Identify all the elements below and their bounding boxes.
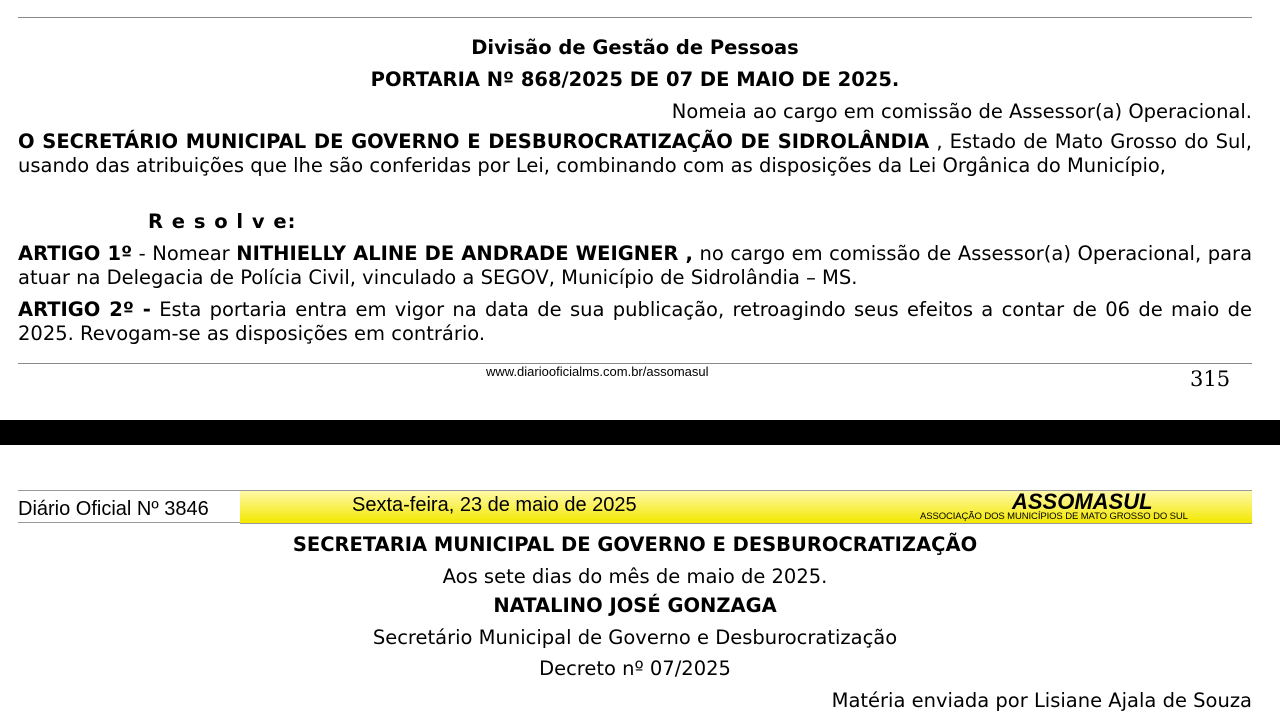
article-2-text: Esta portaria entra em vigor na data de sua publicação, retroagindo seus efeitos a contar de 06 de maio de 2025. Revogam-se as disposições em contrário. [18, 298, 1253, 345]
preamble-text: , Estado de Mato Grosso do Sul, usando das atribuições que lhe são conferidas por Lei, combinando com as disposições da Lei Orgânica do Município, [18, 130, 1253, 177]
sent-by-line: Matéria enviada por Lisiane Ajala de Souza [831, 689, 1252, 712]
article-2-label: ARTIGO 2º - [18, 298, 151, 321]
division-heading: Divisão de Gestão de Pessoas [471, 36, 799, 59]
page-separator [0, 420, 1280, 445]
edition-number: Diário Oficial Nº 3846 [18, 498, 209, 520]
appointee-name: NITHIELLY ALINE DE ANDRADE WEIGNER , [236, 242, 693, 265]
footer-url[interactable]: www.diariooficialms.com.br/assomasul [486, 364, 709, 379]
article-1-prefix: - Nomear [138, 242, 230, 265]
signer-role: Secretário Municipal de Governo e Desburocratização [372, 626, 898, 649]
signature-date: Aos sete dias do mês de maio de 2025. [442, 565, 828, 588]
article-2 [18, 298, 1252, 346]
page-number: 315 [1190, 367, 1231, 391]
article-1-label: ARTIGO 1º [18, 242, 133, 265]
article-1-text: no cargo em comissão de Assessor(a) Operacional, para atuar na Delegacia de Polícia Civil, vinculado a SEGOV, Município de Sidrolândia – MS. [18, 242, 1253, 289]
portaria-ementa: Nomeia ao cargo em comissão de Assessor(a) Operacional. [671, 100, 1252, 123]
assomasul-subtitle: ASSOCIAÇÃO DOS MUNICÍPIOS DE MATO GROSSO DO SUL [920, 511, 1188, 522]
signer-name: NATALINO JOSÉ GONZAGA [493, 594, 777, 617]
secretaria-heading: SECRETARIA MUNICIPAL DE GOVERNO E DESBUROCRATIZAÇÃO [292, 533, 978, 556]
portaria-title: PORTARIA Nº 868/2025 DE 07 DE MAIO DE 2025. [370, 68, 900, 91]
article-1 [18, 242, 1252, 290]
header-bottom-line [18, 522, 240, 523]
decree-number: Decreto nº 07/2025 [539, 657, 731, 680]
assomasul-logo-text: ASSOMASUL [1012, 489, 1153, 514]
preamble-paragraph [18, 130, 1252, 178]
resolve-label: R e s o l v e: [148, 210, 297, 233]
preamble-authority: O SECRETÁRIO MUNICIPAL DE GOVERNO E DESBUROCRATIZAÇÃO DE SIDROLÂNDIA [18, 130, 930, 153]
edition-date: Sexta-feira, 23 de maio de 2025 [352, 494, 637, 516]
top-rule [18, 17, 1252, 18]
header-top-line [18, 490, 240, 491]
